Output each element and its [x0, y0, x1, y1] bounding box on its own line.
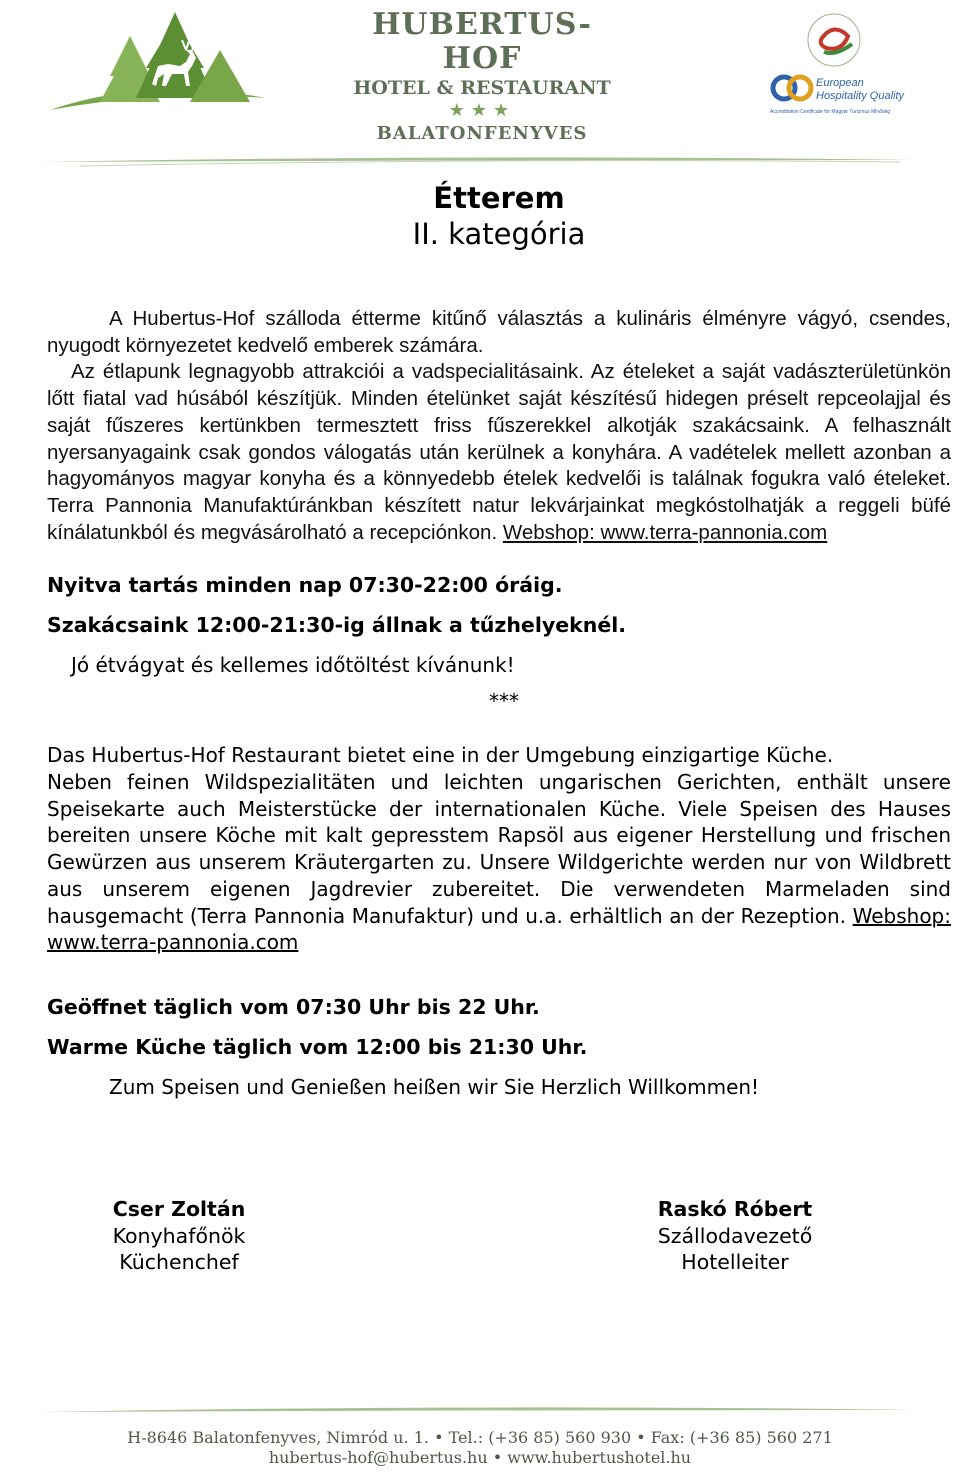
signature-role-de: Hotelleiter [681, 1250, 789, 1275]
hu-paragraph-intro: A Hubertus-Hof szálloda étterme kitűnő választás a kulináris élményre vágyó, csendes, nyugodt környezetet kedvelő emberek számára. [47, 307, 951, 357]
de-paragraph-text: Neben feinen Wildspezialitäten und leichten ungarischen Gerichten, enthält unsere Speisekarte auch Meisterstücke der internationalen Küche. Viele Speisen des Hauses bereiten unsere Köche mit kalt gepresstem Rapsöl aus eigener Herstellung und frischen Gewürzen aus unserem Kräutergarten zu. Unsere Wildgerichte werden nur von Wildbrett aus unserem eigenen Jagdrevier zubereitet. Die verwendeten Marmeladen sind hausgemacht (Terra Pannonia Manufaktur) und u.a. erhältlich an der Rezeption. [47, 770, 951, 928]
de-opening-hours: Geöffnet täglich vom 07:30 Uhr bis 22 Uhr. [47, 994, 540, 1019]
signature-hotel-manager [650, 1196, 820, 1276]
german-section [47, 742, 951, 956]
letterhead [0, 0, 960, 175]
footer-contact [0, 1428, 960, 1468]
seal-europe-caption: Accreditation Certificate for Magyar Turizmus Minőség [770, 109, 891, 115]
signature-name: Raskó Róbert [657, 1197, 813, 1221]
seal-europe-line2: Hospitality Quality [816, 90, 905, 102]
hu-webshop-link[interactable]: Webshop: www.terra-pannonia.com [502, 520, 828, 544]
hu-paragraph-main [47, 359, 951, 546]
footer-address: H-8646 Balatonfenyves, Nimród u. 1. • Tel.: (+36 85) 560 930 • Fax: (+36 85) 560 271 [127, 1428, 833, 1447]
tree-deer-logo-icon [40, 6, 270, 118]
seal-europe-line1: European [816, 77, 864, 89]
de-paragraph-main [47, 769, 951, 956]
hungarian-quality-seal-icon [796, 12, 872, 68]
hu-opening-hours: Nyitva tartás minden nap 07:30-22:00 óráig. [47, 573, 563, 598]
signature-role-de: Küchenchef [119, 1250, 239, 1275]
decorative-divider-icon [40, 1400, 920, 1424]
european-quality-seal-icon [770, 70, 910, 116]
de-kitchen-hours: Warme Küche täglich vom 12:00 bis 21:30 Uhr. [47, 1034, 588, 1059]
de-webshop-link[interactable]: Webshop: www.terra-pannonia.com [47, 903, 951, 955]
page-subtitle: II. kategória [412, 217, 586, 251]
footer-web[interactable]: hubertus-hof@hubertus.hu • www.hubertushotel.hu [268, 1448, 692, 1467]
de-closing-wish: Zum Speisen und Genießen heißen wir Sie Herzlich Willkommen! [109, 1074, 760, 1099]
document-body [47, 176, 951, 1100]
hu-paragraph-text: Az étlapunk legnagyobb attrakciói a vadspecialitásaink. Az ételeket a saját vadászterületünkön lőtt fiatal vad húsából készítjük. Minden ételünket saját készítésű hidegen préselt repceolajjal és saját fűszeres kertünkben termesztett friss fűszerekkel alkotják szakácsaink. A felhasznált nyersanyagaink csak gondos válogatás után kerülnek a konyhára. A vadételek mellett azonban a hagyományos magyar konyha és a könnyedebb ételek kedvelői is találnak fogukra való ételeket. Terra Pannonia Manufaktúránkban készített natur lekvárjainkat megkóstolhatják a reggeli büfé kínálatunkból és megvásárolható a recepciónkon. [47, 360, 951, 544]
brand-block [352, 8, 612, 146]
brand-name: HUBERTUS-HOF [372, 7, 592, 76]
decorative-divider-icon [40, 148, 920, 172]
signature-role-hu: Konyhafőnök [112, 1223, 246, 1248]
signature-role-hu: Szállodavezető [657, 1223, 813, 1248]
hu-closing-wish: Jó étvágyat és kellemes időtöltést kívánunk! [71, 653, 515, 678]
brand-town: BALATONFENYVES [376, 123, 588, 144]
signature-head-chef [104, 1196, 254, 1276]
de-paragraph-intro: Das Hubertus-Hof Restaurant bietet eine in der Umgebung einzigartige Küche. [47, 743, 834, 768]
hu-kitchen-hours: Szakácsaink 12:00-21:30-ig állnak a tűzhelyeknél. [47, 613, 627, 638]
page-title: Étterem [433, 181, 565, 215]
hungarian-section [47, 306, 951, 546]
section-separator: *** [489, 689, 519, 714]
brand-subtitle: HOTEL & RESTAURANT [353, 77, 611, 99]
signature-name: Cser Zoltán [112, 1197, 246, 1221]
brand-stars: ★★★ [448, 100, 516, 121]
